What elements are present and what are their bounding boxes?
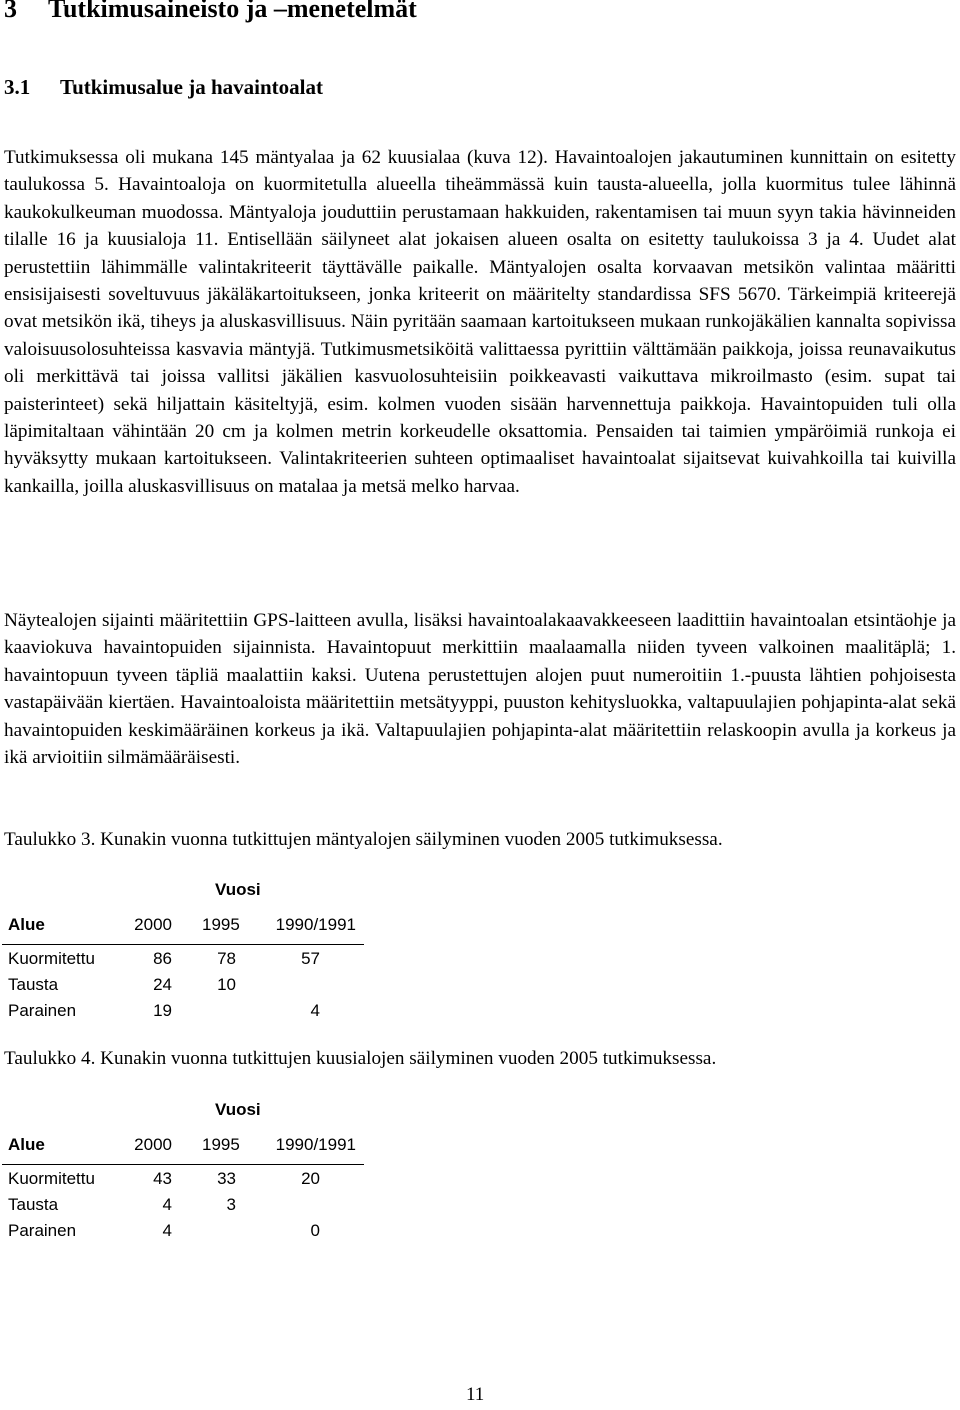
chapter-heading (4, 0, 417, 24)
chapter-number: 3 (4, 0, 17, 23)
table-header-cell: 2000 (134, 915, 172, 934)
table-3-header-row (0, 915, 365, 937)
table-cell: 3 (226, 1195, 236, 1214)
table-3-header-rule (2, 944, 364, 945)
table-cell: Parainen (8, 1001, 77, 1020)
table-header-cell: 1990/1991 (275, 915, 356, 934)
body-paragraph-2: Näytealojen sijainti määritettiin GPS-laitteen avulla, lisäksi havaintoalakaavakkeeseen laadittiin havaintoalan etsintäohje ja kaaviokuva havaintopuiden sijainnista. Havaintopuut merkittiin maalaamalla niiden tyveen valkoinen maalitäplä; 1. havaintopuun tyveen täpliä maalattiin kaksi. Uutena perustettujen alojen puut numeroitiin 1.-puusta lähtien pohjoisesta vastapäivään kiertäen. Havaintoaloista määritettiin metsätyyppi, puuston kehitysluokka, valtapuulajien pohjapinta-alat sekä havaintopuiden keskimääräinen korkeus ja ikä. Valtapuulajien pohjapinta-alat määritettiin relaskoopin avulla ja korkeus ja ikä arvioitiin silmämääräisesti. (4, 610, 956, 769)
table-row (0, 1195, 365, 1217)
table-cell: Tausta (8, 1195, 59, 1214)
table-4-group-header: Vuosi (215, 1100, 261, 1119)
table-header-cell: 1995 (202, 915, 240, 934)
table-row (0, 975, 365, 997)
section-title: Tutkimusalue ja havaintoalat (60, 75, 323, 99)
table-cell: 4 (162, 1221, 172, 1240)
table-row (0, 1169, 365, 1191)
page-number: 11 (466, 1384, 485, 1405)
table-row (0, 949, 365, 971)
table-3-group-header: Vuosi (215, 880, 261, 899)
table-cell: 78 (217, 949, 236, 968)
table-row (0, 1001, 365, 1023)
table-header-cell: 1990/1991 (275, 1135, 356, 1154)
table-cell: 4 (310, 1001, 320, 1020)
table-cell: 33 (217, 1169, 236, 1188)
table-cell: Kuormitettu (8, 1169, 95, 1188)
table-cell: 86 (153, 949, 172, 968)
body-paragraph-1: Tutkimuksessa oli mukana 145 mäntyalaa ja 62 kuusialaa (kuva 12). Havaintoalojen jakautuminen kunnittain on esitetty taulukossa 5. Havaintoaloja on kuormitetulla alueella tiheämmässä kuin tausta-alueella, jolla kuormitus tulee lähinnä kaukokulkeuman muodossa. Mäntyaloja jouduttiin perustamaan hakkuiden, rakentamisen tai muun syyn takia hävinneiden tilalle 16 ja kuusialoja 11. Entisellään säilyneet alat jokaisen alueen osalta on esitetty taulukoissa 3 ja 4. Uudet alat perustettiin lähimmälle valintakriteerit täyttävälle paikalle. Mäntyalojen osalta korvaavan metsikön valintaa määritti ensisijaisesti soveltuvuus jäkäläkartoitukseen, jonka kriteerit on määritelty standardissa SFS 5670. Tärkeimpiä kriteerejä ovat metsikön ikä, tiheys ja aluskasvillisuus. Näin pyritään saamaan kartoitukseen mukaan runkojäkälien kannalta sopivissa valoisuusolosuhteissa kasvavia mäntyjä. Tutkimusmetsiköitä valittaessa pyrittiin välttämään paikkoja, joissa reunavaikutus oli merkittävä tai joissa vallitsi jäkälien kasvuolosuhteisiin poikkeavasti vaikuttava mikroilmasto (esim. supat tai paisterinteet) sekä hiljattain käsiteltyjä, esim. kolmen vuoden sisään harvennettuja paikkoja. Havaintopuiden tuli olla läpimitaltaan vähintään 20 cm ja kolmen metrin korkeudelle oksattomia. Pensaiden tai taimien ympäröimiä runkoja ei hyväksytty mukaan kartoitukseen. Valintakriteerien suhteen optimaaliset havaintoalat sijaitsevat kuivahkoilla tai kuivilla kankailla, joilla aluskasvillisuus on matalaa ja metsä melko harvaa. (4, 147, 956, 497)
table-header-cell: Alue (8, 1135, 45, 1154)
table-cell: 20 (301, 1169, 320, 1188)
chapter-title: Tutkimusaineisto ja –menetelmät (48, 0, 417, 23)
table-cell: 43 (153, 1169, 172, 1188)
table-3-caption: Taulukko 3. Kunakin vuonna tutkittujen mäntyalojen säilyminen vuoden 2005 tutkimuksessa. (4, 829, 723, 850)
table-header-cell: 1995 (202, 1135, 240, 1154)
section-heading (4, 75, 323, 100)
table-cell: 4 (162, 1195, 172, 1214)
table-cell: 0 (310, 1221, 320, 1240)
table-cell: Parainen (8, 1221, 77, 1240)
section-number: 3.1 (4, 75, 31, 99)
table-cell: 57 (301, 949, 320, 968)
table-row (0, 1221, 365, 1243)
table-4-header-row (0, 1135, 365, 1157)
table-cell: 10 (217, 975, 236, 994)
table-cell: Kuormitettu (8, 949, 95, 968)
table-cell: Tausta (8, 975, 59, 994)
table-4-header-rule (2, 1164, 364, 1165)
table-header-cell: Alue (8, 915, 45, 934)
table-cell: 19 (153, 1001, 172, 1020)
table-4-caption: Taulukko 4. Kunakin vuonna tutkittujen kuusialojen säilyminen vuoden 2005 tutkimuksessa. (4, 1048, 717, 1069)
table-cell: 24 (153, 975, 172, 994)
table-header-cell: 2000 (134, 1135, 172, 1154)
